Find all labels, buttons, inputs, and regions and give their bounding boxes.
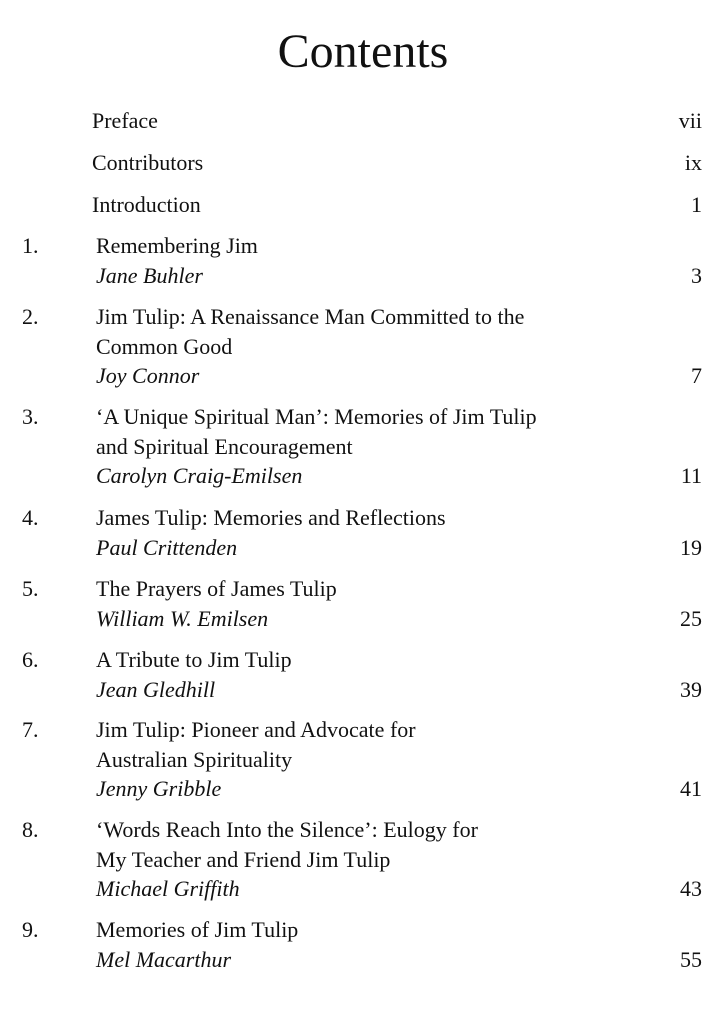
toc-page-number: 43: [680, 876, 702, 901]
toc-page-number: 39: [680, 676, 702, 702]
chapter-title-line: Australian Spirituality: [96, 746, 293, 772]
chapter-title-line: The Prayers of James Tulip: [96, 576, 337, 601]
chapter-author: Carolyn Craig-Emilsen: [96, 463, 303, 488]
chapter-title-line: My Teacher and Friend Jim Tulip: [96, 846, 391, 872]
chapter-title-line: ‘A Unique Spiritual Man’: Memories of Jim Tulip: [96, 404, 537, 429]
chapter-title-line: ‘Words Reach Into the Silence’: Eulogy for: [96, 817, 478, 842]
toc-front-label: Introduction: [92, 192, 201, 217]
chapter-title-line: James Tulip: Memories and Reflections: [96, 505, 446, 530]
chapter-title-line: Memories of Jim Tulip: [96, 917, 299, 942]
toc-page-number: 7: [691, 363, 702, 388]
chapter-author: Mel Macarthur: [96, 946, 232, 972]
chapter-number: 8.: [22, 817, 39, 842]
toc-page-number: 3: [691, 262, 702, 288]
chapter-number: 4.: [22, 505, 39, 530]
chapter-author: Jane Buhler: [96, 262, 203, 288]
page-title: Contents: [277, 25, 449, 78]
chapter-number: 7.: [22, 717, 39, 742]
chapter-number: 5.: [22, 576, 39, 601]
chapter-number: 2.: [22, 304, 39, 329]
chapter-number: 9.: [22, 917, 39, 942]
chapter-author: Joy Connor: [96, 363, 200, 388]
chapter-title-line: and Spiritual Encouragement: [96, 433, 353, 459]
toc-page-number: 11: [680, 463, 702, 488]
toc-front-item-preface[interactable]: [0, 106, 726, 136]
chapter-author: Jean Gledhill: [96, 676, 216, 702]
chapter-title-line: Remembering Jim: [96, 233, 258, 258]
chapter-author: Paul Crittenden: [96, 534, 238, 560]
chapter-author: Jenny Gribble: [96, 776, 222, 801]
chapter-title-line: Jim Tulip: A Renaissance Man Committed to the: [96, 304, 525, 329]
chapter-number: 6.: [22, 647, 39, 672]
toc-page-number: 55: [680, 946, 702, 972]
toc-page-number: 1: [691, 192, 702, 217]
chapter-title-line: Common Good: [96, 333, 233, 359]
chapter-title-line: Jim Tulip: Pioneer and Advocate for: [96, 717, 416, 742]
toc-page-number: vii: [678, 108, 702, 133]
toc-front-label: Preface: [92, 108, 158, 133]
chapter-number: 3.: [22, 404, 39, 429]
toc-page-number: 25: [680, 605, 702, 631]
toc-front-item-contributors[interactable]: [0, 148, 726, 178]
toc-page-number: ix: [684, 150, 702, 175]
toc-front-label: Contributors: [92, 150, 204, 175]
chapter-author: Michael Griffith: [96, 876, 240, 901]
toc-front-item-introduction[interactable]: [0, 190, 726, 220]
chapter-number: 1.: [22, 233, 39, 258]
toc-page-number: 19: [680, 534, 702, 560]
toc-page-number: 41: [680, 776, 702, 801]
chapter-author: William W. Emilsen: [96, 605, 269, 631]
chapter-title-line: A Tribute to Jim Tulip: [96, 647, 292, 672]
